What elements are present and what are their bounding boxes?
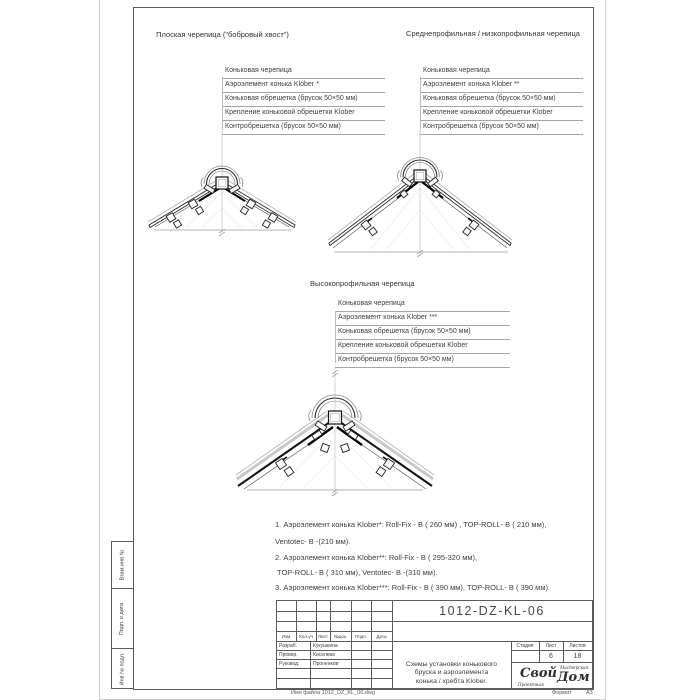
row-role: Разраб. — [279, 642, 298, 649]
callout-item: Коньковая обрешетка (брусок 50×50 мм) — [222, 93, 385, 107]
callout-item: Контробрешетка (брусок 50×50 мм) — [420, 121, 583, 135]
sheet-value: 6 — [549, 652, 553, 660]
diagram-mid-tile-ridge — [322, 130, 522, 272]
callout-item: Коньковая обрешетка (брусок 50×50 мм) — [420, 93, 583, 107]
heading-mid-tile: Среднепрофильная / низкопрофильная черепица — [406, 29, 580, 38]
note-line: 3. Аэроэлемент конька Klober***: Roll-Fix - B ( 390 мм), TOP-ROLL- B ( 390 мм). — [275, 583, 551, 592]
centerline — [417, 130, 423, 257]
note-line: 1. Аэроэлемент конька Klober*: Roll-Fix - B ( 260 мм) , TOP-ROLL- B ( 210 мм), — [275, 520, 547, 529]
callout-list-flat — [222, 65, 385, 135]
margin-box-podp — [111, 588, 134, 649]
callout-item: Контробрешетка (брусок 50×50 мм) — [335, 354, 510, 368]
margin-box-vzam — [111, 541, 134, 589]
callout-item: Крепление коньковой обрешетки Klober — [420, 107, 583, 121]
stage-header: Стадия — [516, 642, 534, 649]
sheets-value: 18 — [573, 652, 582, 660]
callout-item: Контробрешетка (брусок 50×50 мм) — [222, 121, 385, 135]
format-label: Формат — [552, 690, 572, 696]
ridge-batten — [216, 177, 228, 189]
leader-line — [222, 77, 223, 130]
callout-item: Аэроэлемент конька Klober *** — [335, 312, 510, 326]
logo-word-svoy: Свой — [520, 666, 558, 681]
callout-list-mid — [420, 65, 583, 135]
roof-slope — [422, 173, 512, 248]
company-logo — [511, 662, 592, 688]
document-title-line: конька / хребта Klober. — [415, 677, 488, 685]
diagram-high-tile-ridge — [233, 362, 443, 514]
stage-value — [511, 650, 539, 662]
callout-item: Коньковая черепица — [335, 298, 510, 312]
leader-line — [335, 311, 336, 363]
logo-small-masterskaya: Мастерская — [560, 665, 589, 670]
col-header-kol: Кол.уч — [299, 633, 313, 639]
note-line: TOP-ROLL- B ( 310 мм), Ventotec- B -(310 мм). — [277, 568, 438, 577]
col-header-list: Лист — [318, 633, 328, 639]
note-line: Ventotec- B -(210 мм). — [275, 537, 351, 546]
row-name: Киселева — [313, 651, 335, 658]
col-header-izm: Изм. — [281, 633, 292, 639]
note-line: 2. Аэроэлемент конька Klober**: Roll-Fix - B ( 295-320 мм), — [275, 553, 478, 562]
col-header-podp: Подп. — [354, 633, 368, 639]
row-role: Провер. — [279, 651, 298, 658]
callout-item: Коньковая обрешетка (брусок 50×50 мм) — [335, 326, 510, 340]
row-name: Кукушкина — [313, 642, 338, 649]
heading-high-tile: Высокопрофильная черепица — [310, 279, 415, 288]
logo-small-proektnaya: Проектная — [518, 682, 544, 687]
diagram-flat-tile-ridge — [140, 130, 310, 254]
callout-item: Аэроэлемент конька Klober * — [222, 79, 385, 93]
document-number: 1012-DZ-KL-06 — [439, 604, 545, 618]
row-role: Руковод. — [279, 660, 300, 667]
callout-item: Аэроэлемент конька Klober ** — [420, 79, 583, 93]
document-title-line: бруска и аэроэлемента — [414, 669, 489, 677]
callout-list-high — [335, 298, 510, 368]
margin-box-inv — [111, 648, 134, 689]
margin-label: Инв.№ подл. — [119, 652, 126, 685]
callout-item: Коньковая черепица — [222, 65, 385, 79]
format-value: А3 — [586, 690, 593, 696]
callout-item: Коньковая черепица — [420, 65, 583, 79]
callout-item: Крепление коньковой обрешетки Klober — [222, 107, 385, 121]
document-title — [392, 659, 511, 688]
file-name-label: Имя файла 1012_DZ_KL_06.dwg — [291, 690, 375, 696]
document-title-line: Схемы установки конькового — [405, 660, 498, 668]
heading-flat-tile: Плоская черепица ("бобровый хвост") — [156, 30, 289, 39]
sheet-header: Лист — [545, 642, 557, 649]
col-header-data: Дата — [376, 633, 387, 639]
logo-word-dom: Дом — [557, 670, 590, 685]
row-name: Проненков — [313, 660, 339, 667]
col-header-ndok: №док. — [333, 633, 348, 639]
margin-label: Подп. и дата — [119, 602, 126, 635]
leader-line — [420, 77, 421, 130]
callout-item: Крепление коньковой обрешетки Klober — [335, 340, 510, 354]
ridge-batten — [414, 170, 426, 182]
sheets-header: Листов — [569, 642, 586, 649]
margin-label: Взам.инв.№ — [119, 549, 126, 581]
title-block — [276, 600, 593, 689]
